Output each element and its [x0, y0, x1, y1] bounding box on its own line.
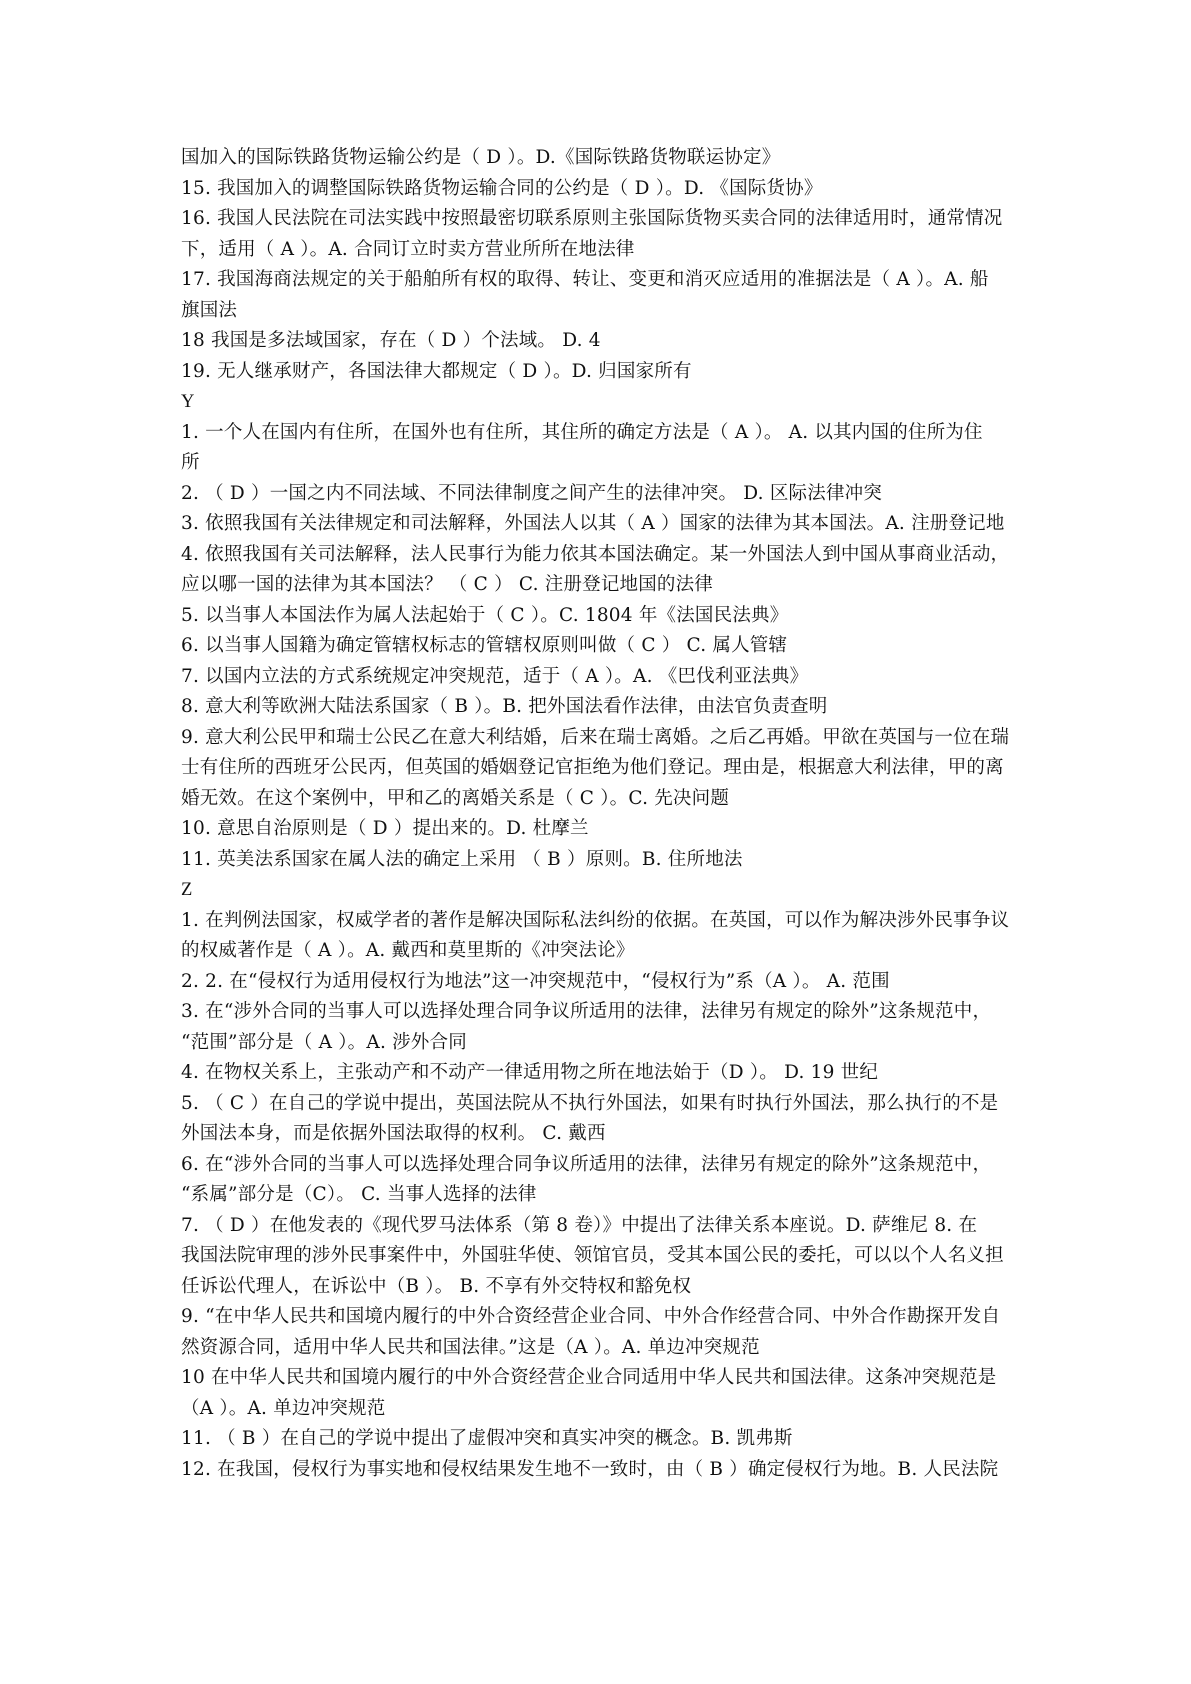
question-line: 9. “在中华人民共和国境内履行的中外合资经营企业合同、中外合作经营合同、中外合作勘探开发自 [181, 1306, 1001, 1327]
question-line: 7. 以国内立法的方式系统规定冲突规范，适于（ A ）。A. 《巴伐利亚法典》 [181, 665, 809, 687]
question-line: 11. （ B ）在自己的学说中提出了虚假冲突和真实冲突的概念。B. 凯弗斯 [181, 1428, 793, 1449]
question-line: 19. 无人继承财产，各国法律大都规定（ D ）。D. 归国家所有 [181, 360, 692, 382]
question-line: 17. 我国海商法规定的关于船舶所有权的取得、转让、变更和消灭应适用的准据法是（ A ）。A. 船 [181, 269, 989, 290]
text-line: 所 [181, 452, 200, 473]
text-line: 的权威著作是（ A ）。A. 戴西和莫里斯的《冲突法论》 [181, 940, 635, 961]
question-line: 7. （ D ）在他发表的《现代罗马法体系（第 8 卷）》中提出了法律关系本座说。D. 萨维尼 8. 在 [181, 1214, 978, 1236]
question-line: 9. 意大利公民甲和瑞士公民乙在意大利结婚，后来在瑞士离婚。之后乙再婚。甲欲在英国与一位在瑞 [181, 726, 1010, 748]
question-line: 8. 意大利等欧洲大陆法系国家（ B ）。B. 把外国法看作法律，由法官负责查明 [181, 696, 828, 717]
question-line: 2. （ D ）一国之内不同法域、不同法律制度之间产生的法律冲突。 D. 区际法律冲突 [181, 482, 883, 504]
text-line: 应以哪一国的法律为其本国法？ （ C ） C. 注册登记地国的法律 [181, 574, 714, 595]
question-line: 3. 依照我国有关法律规定和司法解释，外国法人以其（ A ）国家的法律为其本国法。A. 注册登记地 [181, 513, 1005, 534]
text-line: 外国法本身，而是依据外国法取得的权利。 C. 戴西 [181, 1123, 606, 1144]
text-line: 任诉讼代理人，在诉讼中（B ）。 B. 不享有外交特权和豁免权 [181, 1275, 692, 1297]
text-line: （A ）。A. 单边冲突规范 [181, 1397, 386, 1419]
question-line: 18 我国是多法域国家，存在（ D ）个法域。 D. 4 [181, 330, 601, 351]
question-line: 3. 在“涉外合同的当事人可以选择处理合同争议所适用的法律，法律另有规定的除外”这条规范中， [181, 1001, 992, 1022]
question-line: 5. 以当事人本国法作为属人法起始于（ C ）。C. 1804 年《法国民法典》 [181, 604, 789, 626]
question-line: 1. 一个人在国内有住所，在国外也有住所，其住所的确定方法是（ A ）。 A. 以其内国的住所为住 [181, 421, 983, 443]
question-line: 11. 英美法系国家在属人法的确定上采用 （ B ）原则。B. 住所地法 [181, 848, 743, 870]
question-line: 10 在中华人民共和国境内履行的中外合资经营企业合同适用中华人民共和国法律。这条冲突规范是 [181, 1367, 997, 1388]
question-line: 15. 我国加入的调整国际铁路货物运输合同的公约是（ D ）。D. 《国际货协》 [181, 177, 823, 199]
question-line: 16. 我国人民法院在司法实践中按照最密切联系原则主张国际货物买卖合同的法律适用时，通常情况 [181, 208, 1003, 229]
question-line: 6. 在“涉外合同的当事人可以选择处理合同争议所适用的法律，法律另有规定的除外”这条规范中， [181, 1153, 992, 1175]
text-line: 国加入的国际铁路货物运输公约是（ D ）。D.《国际铁路货物联运协定》 [181, 147, 781, 168]
question-line: 6. 以当事人国籍为确定管辖权标志的管辖权原则叫做（ C ） C. 属人管辖 [181, 635, 788, 656]
text-line: 士有住所的西班牙公民丙，但英国的婚姻登记官拒绝为他们登记。理由是，根据意大利法律，甲的离 [181, 757, 1004, 778]
question-line: 1. 在判例法国家，权威学者的著作是解决国际私法纠纷的依据。在英国，可以作为解决涉外民事争议 [181, 909, 1010, 931]
question-line: 4. 依照我国有关司法解释，法人民事行为能力依其本国法确定。某一外国法人到中国从事商业活动， [181, 543, 1010, 565]
question-line: 12. 在我国，侵权行为事实地和侵权结果发生地不一致时，由（ B ）确定侵权行为地。B. 人民法院 [181, 1458, 999, 1480]
question-line: 5. （ C ）在自己的学说中提出，英国法院从不执行外国法，如果有时执行外国法，那么执行的不是 [181, 1092, 999, 1114]
text-line: “范围”部分是（ A ）。A. 涉外合同 [181, 1031, 467, 1053]
question-line: 4. 在物权关系上，主张动产和不动产一律适用物之所在地法始于（D ）。 D. 19 世纪 [181, 1062, 879, 1083]
text-line: 下，适用（ A ）。A. 合同订立时卖方营业所所在地法律 [181, 238, 635, 260]
text-line: 我国法院审理的涉外民事案件中，外国驻华使、领馆官员，受其本国公民的委托，可以以个人名义担 [181, 1245, 1004, 1266]
question-line: 2. 2. 在“侵权行为适用侵权行为地法”这一冲突规范中，“侵权行为”系（A ）。 A. 范围 [181, 970, 890, 992]
section-letter: Y [181, 392, 195, 412]
text-line: 旗国法 [181, 299, 238, 321]
text-line: 婚无效。在这个案例中，甲和乙的离婚关系是（ C ）。C. 先决问题 [181, 787, 730, 809]
document-body [181, 143, 1111, 1485]
text-line: “系属”部分是（C）。 C. 当事人选择的法律 [181, 1184, 537, 1205]
section-letter: Z [181, 880, 193, 900]
question-line: 10. 意思自治原则是（ D ）提出来的。D. 杜摩兰 [181, 818, 589, 839]
text-line: 然资源合同，适用中华人民共和国法律。”这是（A ）。A. 单边冲突规范 [181, 1336, 760, 1358]
